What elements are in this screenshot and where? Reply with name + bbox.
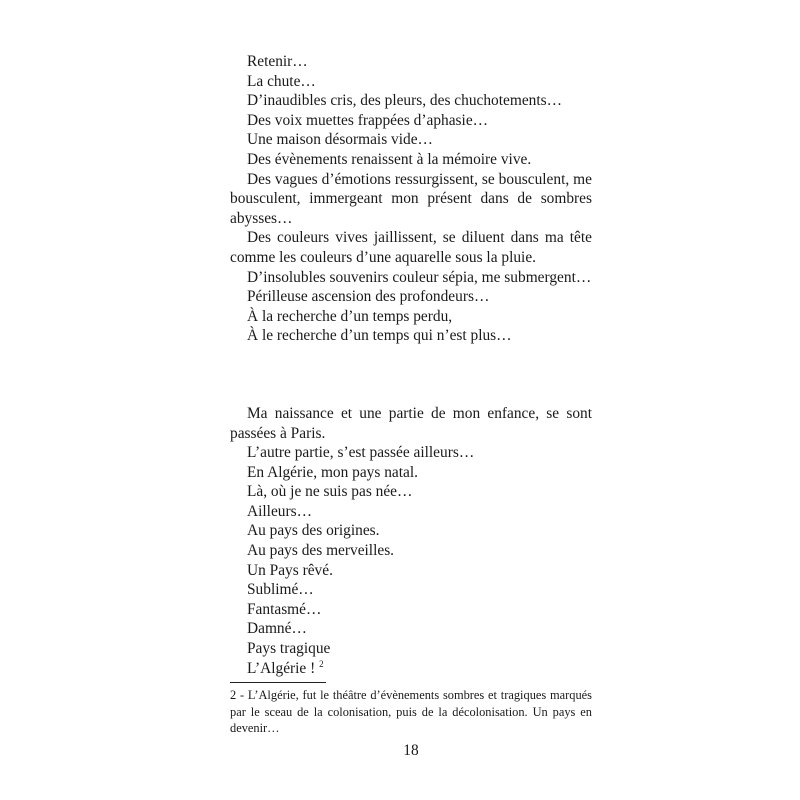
paragraph: Périlleuse ascension des profondeurs… <box>247 288 490 306</box>
paragraph: Ailleurs… <box>247 502 312 520</box>
paragraph: À la recherche d’un temps perdu, <box>247 307 453 325</box>
paragraph: Retenir… <box>247 53 308 70</box>
paragraph: Au pays des merveilles. <box>247 542 395 560</box>
paragraph: Fantasmé… <box>247 600 322 618</box>
paragraph: L’autre partie, s’est passée ailleurs… <box>247 444 475 462</box>
last-line-text: L’Algérie ! <box>247 659 320 677</box>
page-number: 18 <box>403 742 419 759</box>
paragraph: Des voix muettes frappées d’aphasie… <box>247 111 489 129</box>
paragraph: Pays tragique <box>247 640 331 658</box>
paragraph: Là, où je ne suis pas née… <box>247 483 413 501</box>
paragraph: Au pays des origines. <box>247 522 380 540</box>
paragraph: Sublimé… <box>247 581 314 599</box>
paragraph: À le recherche d’un temps qui n’est plus… <box>247 327 512 345</box>
page-body <box>230 52 592 737</box>
paragraph: La chute… <box>247 72 316 90</box>
paragraph: Des vagues d’émotions ressurgissent, se bousculent, me bousculent, immergeant mon présent dans de sombres abysses… <box>230 170 592 227</box>
paragraph: Une maison désormais vide… <box>247 131 433 149</box>
last-line <box>230 659 592 679</box>
text-block-2 <box>230 404 592 678</box>
paragraph: Ma naissance et une partie de mon enfance, se sont passées à Paris. <box>230 404 592 442</box>
paragraph: Damné… <box>247 620 307 638</box>
paragraph: Un Pays rêvé. <box>247 561 333 579</box>
paragraph: Des évènements renaissent à la mémoire vive. <box>247 150 532 168</box>
text-block-1 <box>230 52 592 346</box>
footnote-reference[interactable]: 2 <box>319 658 324 669</box>
footnote-divider <box>230 682 326 683</box>
paragraph: En Algérie, mon pays natal. <box>247 463 418 481</box>
paragraph: D’inaudibles cris, des pleurs, des chuchotements… <box>247 92 563 110</box>
footnote: 2 - L’Algérie, fut le théâtre d’évènements sombres et tragiques marqués par le sceau de la colonisation, puis de la décolonisation. Un pays en devenir… <box>230 688 592 736</box>
paragraph: D’insolubles souvenirs couleur sépia, me submergent… <box>247 268 592 286</box>
paragraph: Des couleurs vives jaillissent, se diluent dans ma tête comme les couleurs d’une aquarelle sous la pluie. <box>230 229 592 266</box>
